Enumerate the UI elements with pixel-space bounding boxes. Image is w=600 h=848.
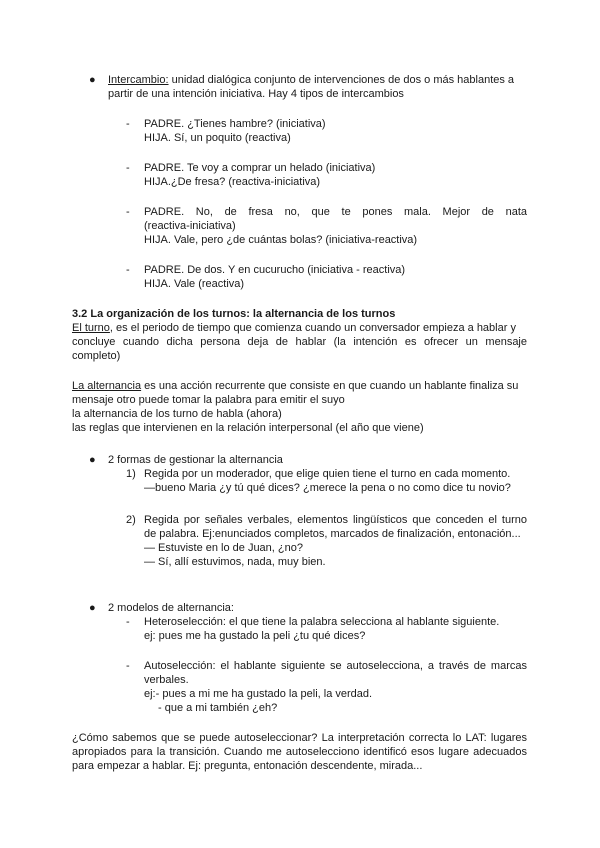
alternancia-line-2: mensaje otro puede tomar la palabra para emitir el suyo	[72, 394, 345, 406]
example-2-line-2: HIJA.¿De fresa? (reactiva-iniciativa)	[144, 176, 321, 188]
alternancia-line-1	[72, 379, 518, 393]
alternancia-definition: es una acción recurrente que consiste en que cuando un hablante finaliza su	[141, 380, 519, 392]
intercambio-term: Intercambio:	[108, 74, 169, 86]
bullet-icon: ●	[89, 602, 96, 614]
closing-line-2: apropiados para la transición. Cuando me autoselecciono identificó esos lugare adecuados	[72, 746, 527, 758]
turno-line-2: concluye cuando dicha persona deja de hablar (la intención es ofrecer un mensaje	[72, 336, 527, 348]
gestion-item-2-line-1: Regida por señales verbales, elementos lingüísticos que conceden el turno	[144, 514, 527, 526]
turno-line-3: completo)	[72, 350, 121, 362]
bullet-icon: ●	[89, 74, 96, 86]
example-4-line-1: PADRE. De dos. Y en cucurucho (iniciativa - reactiva)	[144, 264, 406, 276]
modelos-title: 2 modelos de alternancia:	[108, 602, 234, 614]
closing-line-3: para empezar a hablar. Ej: pregunta, entonación descendente, mirada...	[72, 760, 423, 772]
example-4-line-2: HIJA. Vale (reactiva)	[144, 278, 245, 290]
gestion-item-1-line-1: Regida por un moderador, que elige quien tiene el turno en cada momento.	[144, 468, 511, 480]
autoseleccion-line-2: verbales.	[144, 674, 189, 686]
intercambio-line-1	[108, 73, 514, 87]
heteroseleccion-line-2: ej: pues me ha gustado la peli ¿tu qué dices?	[144, 630, 366, 642]
autoseleccion-line-3: ej:- pues a mi me ha gustado la peli, la verdad.	[144, 688, 373, 700]
dash-marker: -	[126, 118, 130, 130]
dash-marker: -	[126, 162, 130, 174]
heteroseleccion-line-1: Heteroselección: el que tiene la palabra selecciona al hablante siguiente.	[144, 616, 500, 628]
example-1-line-1: PADRE. ¿Tienes hambre? (iniciativa)	[144, 118, 326, 130]
intercambio-definition: unidad dialógica conjunto de intervenciones de dos o más hablantes a	[168, 74, 515, 86]
turno-line-1	[72, 321, 516, 335]
alternancia-term: La alternancia	[72, 380, 142, 392]
gestion-item-2-line-3: — Estuviste en lo de Juan, ¿no?	[144, 542, 303, 554]
gestion-item-2-number: 2)	[126, 514, 136, 526]
example-2-line-1: PADRE. Te voy a comprar un helado (iniciativa)	[144, 162, 376, 174]
bullet-icon: ●	[89, 454, 96, 466]
gestion-item-1-line-2: —bueno Maria ¿y tú qué dices? ¿merece la pena o no como dice tu novio?	[144, 482, 511, 494]
example-1-line-2: HIJA. Sí, un poquito (reactiva)	[144, 132, 291, 144]
gestion-title: 2 formas de gestionar la alternancia	[108, 454, 283, 466]
turno-definition: , es el periodo de tiempo que comienza cuando un conversador empieza a hablar y	[109, 322, 516, 334]
gestion-item-2-line-4: — Sí, allí estuvimos, nada, muy bien.	[144, 556, 326, 568]
example-3-line-1b: (reactiva-iniciativa)	[144, 220, 236, 232]
example-3-line-2: HIJA. Vale, pero ¿de cuántas bolas? (iniciativa-reactiva)	[144, 234, 418, 246]
autoseleccion-line-4: - que a mi también ¿eh?	[158, 702, 278, 714]
section-heading: 3.2 La organización de los turnos: la alternancia de los turnos	[72, 308, 396, 320]
closing-line-1: ¿Cómo sabemos que se puede autoseleccionar? La interpretación correcta lo LAT: lugares	[72, 732, 527, 744]
gestion-item-1-number: 1)	[126, 468, 136, 480]
dash-marker: -	[126, 660, 130, 672]
autoseleccion-line-1: Autoselección: el hablante siguiente se autoselecciona, a través de marcas	[144, 660, 527, 672]
alternancia-line-4: las reglas que intervienen en la relación interpersonal (el año que viene)	[72, 422, 424, 434]
intercambio-line-2: partir de una intención iniciativa. Hay 4 tipos de intercambios	[108, 88, 404, 100]
example-3-line-1: PADRE. No, de fresa no, que te pones mala. Mejor de nata	[144, 206, 527, 218]
dash-marker: -	[126, 616, 130, 628]
dash-marker: -	[126, 264, 130, 276]
turno-term: El turno	[72, 322, 110, 334]
gestion-item-2-line-2: de palabra. Ej:enunciados completos, marcados de finalización, entonación...	[144, 528, 521, 540]
dash-marker: -	[126, 206, 130, 218]
alternancia-line-3: la alternancia de los turno de habla (ahora)	[72, 408, 282, 420]
